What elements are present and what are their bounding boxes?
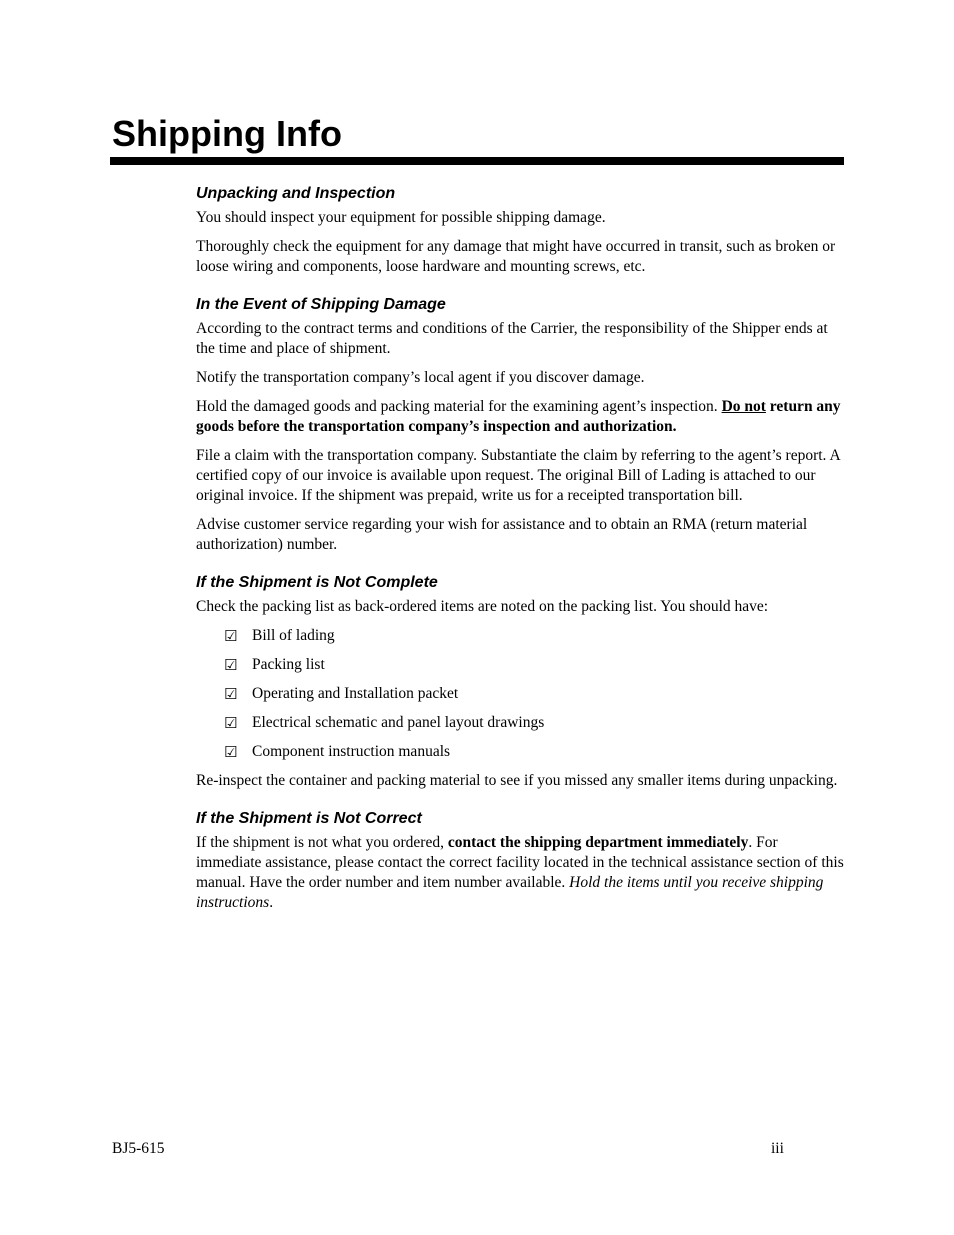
- checkbox-icon: ☑: [224, 656, 238, 674]
- list-item: [224, 742, 844, 762]
- document-body: [196, 184, 844, 931]
- list-item-label: Operating and Installation packet: [252, 685, 459, 702]
- page-title: Shipping Info: [112, 113, 342, 154]
- footer-doc-id: BJ5-615: [112, 1140, 165, 1157]
- footer-page-number: iii: [771, 1140, 784, 1157]
- checkbox-icon: ☑: [224, 627, 238, 645]
- list-item-label: Component instruction manuals: [252, 743, 451, 760]
- list-item-label: Packing list: [252, 656, 325, 673]
- paragraph: Check the packing list as back-ordered items are noted on the packing list. You should have:: [196, 598, 769, 615]
- section-heading: In the Event of Shipping Damage: [196, 296, 446, 313]
- paragraph: File a claim with the transportation company. Substantiate the claim by referring to the agent’s report. A certified copy of our invoice is available upon request. The original Bill of Lading is attached to our original invoice. If the shipment was prepaid, write us for a receipted transportation bill.: [196, 447, 840, 504]
- text-run: .: [269, 894, 274, 911]
- section-shipping-damage: [196, 295, 844, 555]
- text-run: If the shipment is not what you ordered,: [196, 834, 448, 851]
- section-heading: If the Shipment is Not Complete: [196, 574, 438, 591]
- checkbox-icon: ☑: [224, 714, 238, 732]
- emphasis-hold-items: Hold the items until you receive shipping instructions: [196, 874, 824, 911]
- emphasis-do-not: Do not: [721, 398, 766, 415]
- title-rule: [110, 157, 844, 165]
- list-item-label: Electrical schematic and panel layout drawings: [252, 714, 545, 731]
- paragraph: [196, 833, 844, 913]
- paragraph: Re-inspect the container and packing material to see if you missed any smaller items during unpacking.: [196, 772, 838, 789]
- list-item-label: Bill of lading: [252, 627, 335, 644]
- emphasis-contact: contact the shipping department immediately: [447, 834, 749, 851]
- section-heading: Unpacking and Inspection: [196, 185, 396, 202]
- paragraph: Notify the transportation company’s local agent if you discover damage.: [196, 369, 645, 386]
- list-item: [224, 626, 844, 646]
- paragraph: You should inspect your equipment for possible shipping damage.: [196, 209, 606, 226]
- checklist: [196, 626, 844, 762]
- text-run: Hold the damaged goods and packing material for the examining agent’s inspection.: [196, 398, 722, 415]
- paragraph: According to the contract terms and conditions of the Carrier, the responsibility of the Shipper ends at the time and place of shipment.: [196, 320, 828, 357]
- checkbox-icon: ☑: [224, 685, 238, 703]
- checkbox-icon: ☑: [224, 743, 238, 761]
- paragraph: Thoroughly check the equipment for any damage that might have occurred in transit, such as broken or loose wiring and components, loose hardware and mounting screws, etc.: [196, 238, 836, 275]
- paragraph: Advise customer service regarding your wish for assistance and to obtain an RMA (return material authorization) number.: [196, 516, 808, 553]
- section-unpacking: [196, 184, 844, 277]
- list-item: [224, 655, 844, 675]
- section-not-complete: [196, 573, 844, 791]
- section-heading: If the Shipment is Not Correct: [196, 810, 422, 827]
- emphasis-warning: return any goods before the transportation company’s inspection and authorization.: [196, 398, 841, 435]
- paragraph: [196, 397, 844, 437]
- list-item: [224, 713, 844, 733]
- list-item: [224, 684, 844, 704]
- text-run: . For immediate assistance, please contact the correct facility located in the technical assistance section of this manual. Have the order number and item number available.: [196, 834, 844, 891]
- section-not-correct: [196, 809, 844, 913]
